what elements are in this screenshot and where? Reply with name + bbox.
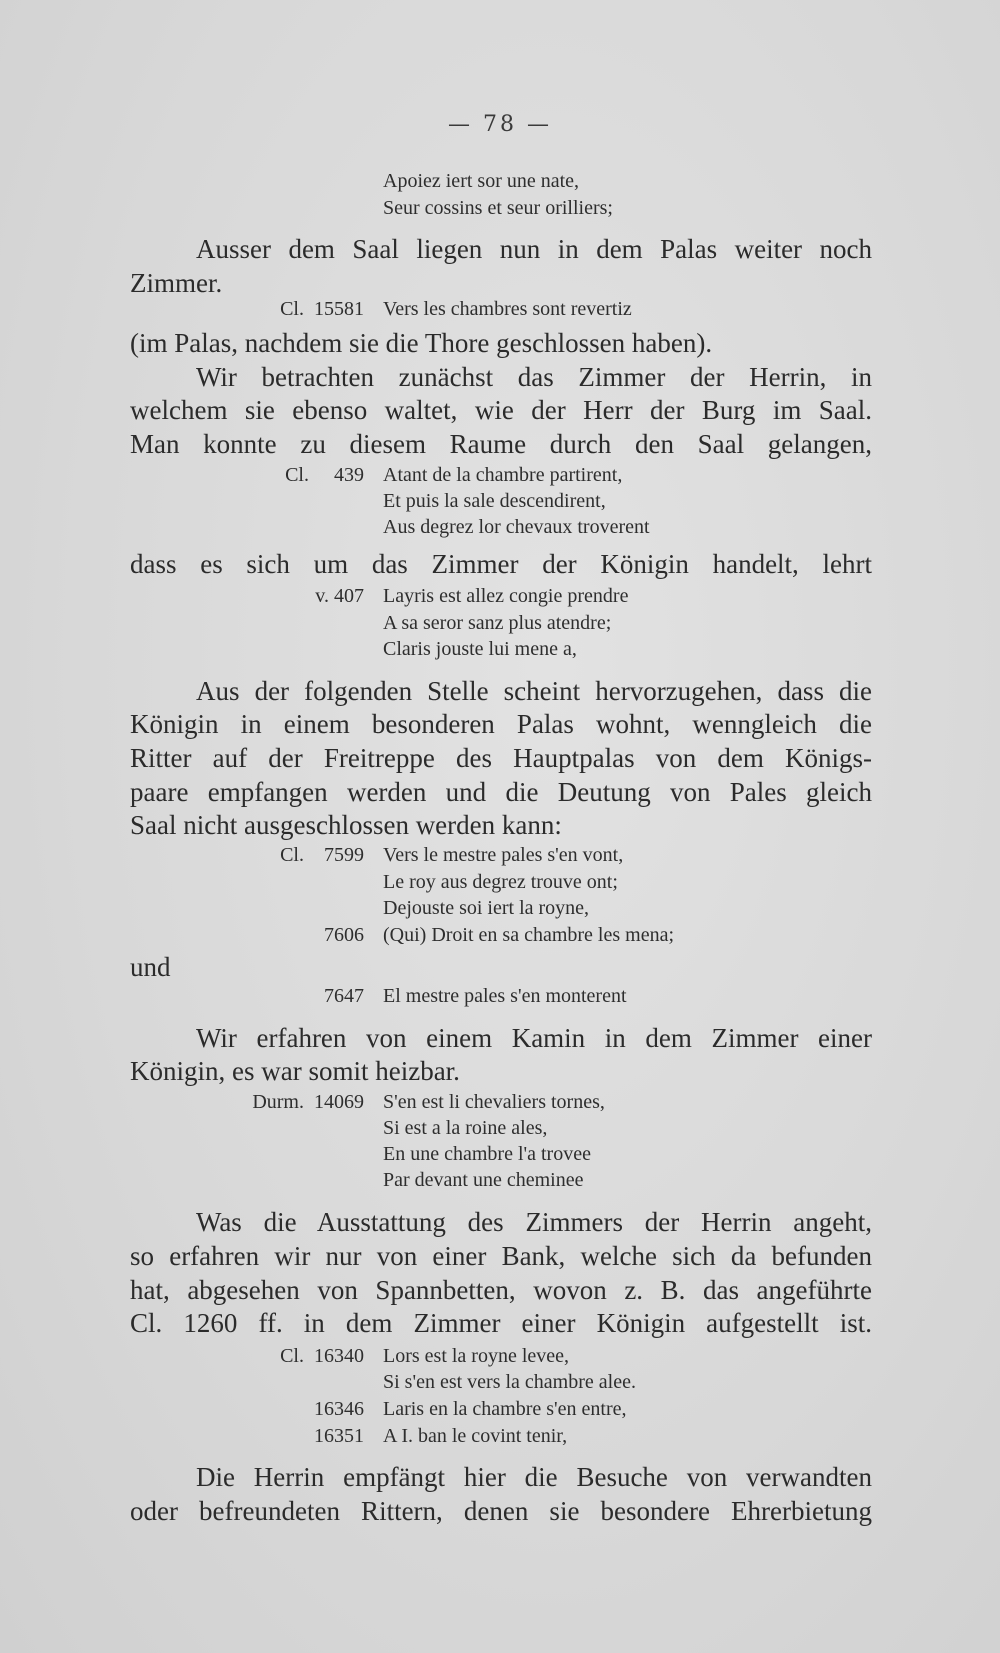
- prose-line: Die Herrin empfängt hier die Besuche von verwandten: [196, 1462, 872, 1492]
- verse-line: Si s'en est vers la chambre alee.: [383, 1371, 636, 1393]
- verse-reference: Cl. 15581: [280, 298, 364, 320]
- prose-line: hat, abgesehen von Spannbetten, wovon z. B. das angeführte: [130, 1275, 872, 1305]
- prose-line: oder befreundeten Rittern, denen sie besondere Ehrerbietung: [130, 1496, 872, 1526]
- verse-line: (Qui) Droit en sa chambre les mena;: [383, 924, 675, 946]
- prose-line: (im Palas, nachdem sie die Thore geschlossen haben).: [130, 328, 713, 358]
- verse-line: S'en est li chevaliers tornes,: [383, 1091, 605, 1113]
- verse-line: Et puis la sale descendirent,: [383, 490, 606, 512]
- verse-line: Seur cossins et seur orilliers;: [383, 197, 613, 219]
- verse-line: Dejouste soi iert la royne,: [383, 897, 590, 919]
- verse-line: Laris en la chambre s'en entre,: [383, 1398, 627, 1420]
- verse-line: Lors est la royne levee,: [383, 1345, 570, 1367]
- verse-line: Aus degrez lor chevaux troverent: [383, 516, 650, 538]
- verse-line: Le roy aus degrez trouve ont;: [383, 871, 618, 893]
- prose-line: paare empfangen werden und die Deutung von Pales gleich: [130, 777, 872, 807]
- verse-reference: 7606: [324, 924, 364, 946]
- verse-line: Par devant une cheminee: [383, 1169, 584, 1191]
- verse-reference: Cl. 7599: [280, 844, 364, 866]
- prose-line: Man konnte zu diesem Raume durch den Saal gelangen,: [130, 429, 872, 459]
- verse-reference: 16351: [314, 1425, 364, 1447]
- prose-line: dass es sich um das Zimmer der Königin handelt, lehrt: [130, 549, 872, 579]
- prose-line: Cl. 1260 ff. in dem Zimmer einer Königin aufgestellt ist.: [130, 1308, 872, 1338]
- prose-line: Was die Ausstattung des Zimmers der Herrin angeht,: [196, 1207, 872, 1237]
- verse-line: A sa seror sanz plus atendre;: [383, 612, 612, 634]
- page-number: — 78 —: [448, 112, 552, 137]
- prose-line: Saal nicht ausgeschlossen werden kann:: [130, 810, 562, 840]
- prose-line: Wir betrachten zunächst das Zimmer der Herrin, in: [196, 362, 872, 392]
- prose-line: Aus der folgenden Stelle scheint hervorzugehen, dass die: [196, 676, 872, 706]
- verse-line: A I. ban le covint tenir,: [383, 1425, 568, 1447]
- prose-line: Ritter auf der Freitreppe des Hauptpalas von dem Königs-: [130, 743, 872, 773]
- verse-reference: 16346: [314, 1398, 364, 1420]
- verse-line: En une chambre l'a trovee: [383, 1143, 591, 1165]
- prose-line: und: [130, 952, 171, 982]
- verse-line: El mestre pales s'en monterent: [383, 985, 627, 1007]
- verse-line: Apoiez iert sor une nate,: [383, 170, 580, 192]
- verse-line: Claris jouste lui mene a,: [383, 638, 577, 660]
- prose-line: Ausser dem Saal liegen nun in dem Palas weiter noch: [196, 234, 872, 264]
- verse-line: Vers les chambres sont revertiz: [383, 298, 632, 320]
- prose-line: Königin, es war somit heizbar.: [130, 1056, 460, 1086]
- verse-line: Atant de la chambre partirent,: [383, 464, 623, 486]
- prose-line: Wir erfahren von einem Kamin in dem Zimmer einer: [196, 1023, 872, 1053]
- prose-line: Königin in einem besonderen Palas wohnt, wenngleich die: [130, 709, 872, 739]
- prose-line: welchem sie ebenso waltet, wie der Herr der Burg im Saal.: [130, 395, 872, 425]
- verse-reference: Cl. 439: [285, 464, 364, 486]
- prose-line: Zimmer.: [130, 268, 223, 298]
- verse-reference: 7647: [324, 985, 364, 1007]
- verse-reference: Cl. 16340: [280, 1345, 364, 1367]
- verse-line: Vers le mestre pales s'en vont,: [383, 844, 624, 866]
- verse-line: Si est a la roine ales,: [383, 1117, 548, 1139]
- prose-line: so erfahren wir nur von einer Bank, welche sich da befunden: [130, 1241, 872, 1271]
- verse-reference: v. 407: [315, 585, 364, 607]
- verse-line: Layris est allez congie prendre: [383, 585, 629, 607]
- verse-reference: Durm. 14069: [252, 1091, 364, 1113]
